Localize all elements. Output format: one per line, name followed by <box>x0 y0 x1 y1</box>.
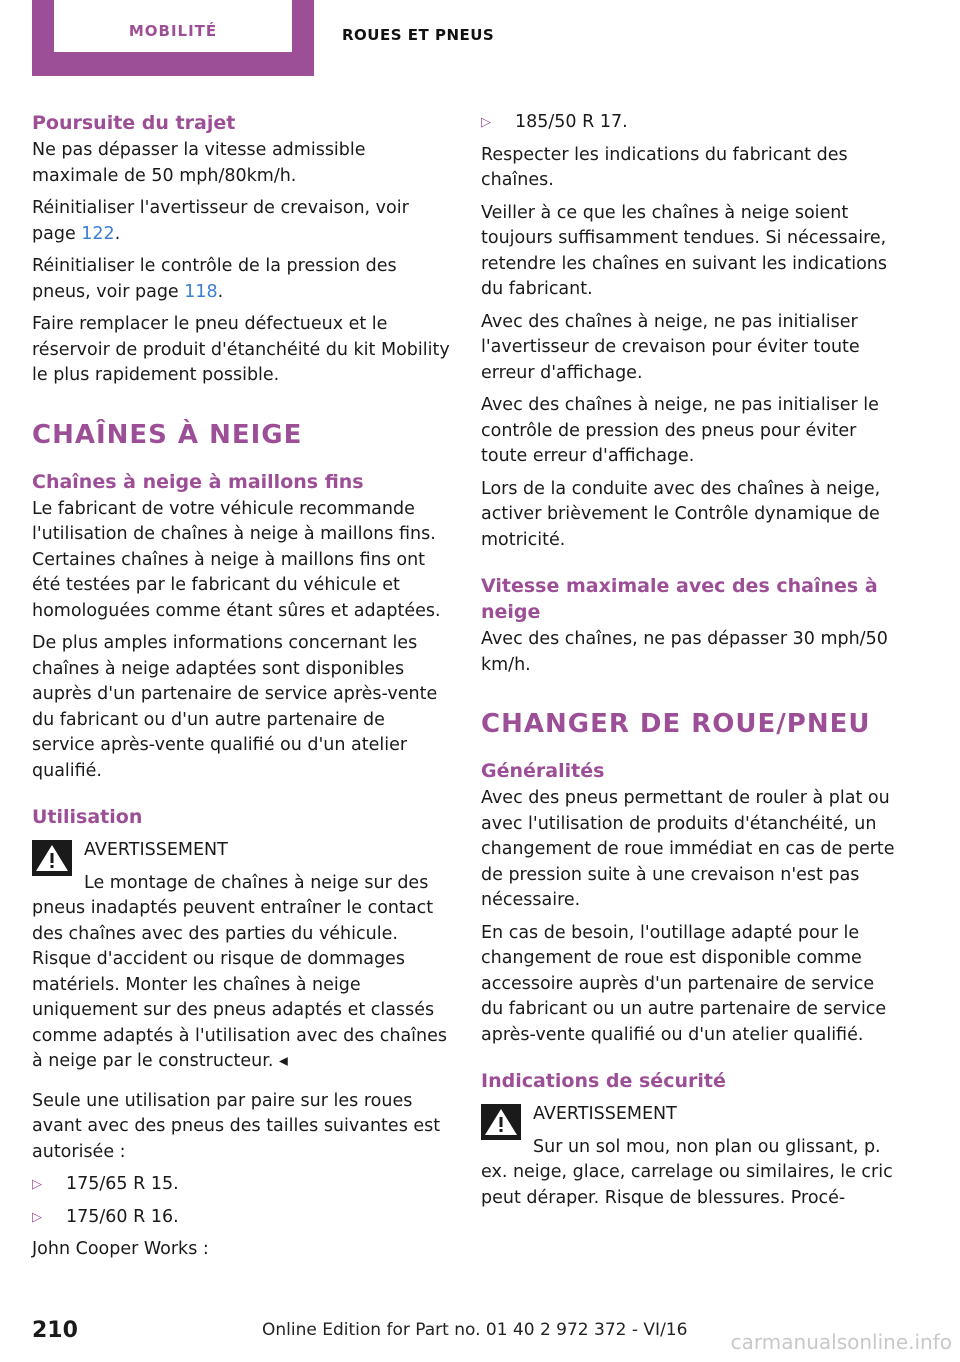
paragraph: Veiller à ce que les chaînes à neige soient toujours suffisamment tendues. Si nécessaire, retendre les chaînes en suivant les indications du fabricant. <box>481 202 887 299</box>
paragraph: Le fabricant de votre véhicule recommande l'utilisation de chaînes à neige à maillons fins. Certaines chaînes à neige à maillons fins ont été testées par le fabricant du véhicule et homologuées comme étant sûres et adaptées. <box>32 498 441 621</box>
page-number: 210 <box>32 1318 78 1343</box>
heading-generalites: Généralités <box>481 760 605 782</box>
heading-indications-securite: Indications de sécurité <box>481 1070 726 1092</box>
chapter-tab <box>32 0 314 76</box>
warning-title: AVERTISSEMENT <box>533 1104 677 1124</box>
paragraph-with-link: Réinitialiser l'avertisseur de crevaison, voir page 122. <box>32 198 409 244</box>
warning-triangle-icon <box>32 840 72 876</box>
page-link-122[interactable]: 122 <box>81 223 115 244</box>
warning-block <box>32 838 450 1075</box>
list-item: ▷ 185/50 R 17. <box>481 110 895 136</box>
page-link-118[interactable]: 118 <box>184 281 218 302</box>
paragraph: Avec des chaînes, ne pas dépasser 30 mph/50 km/h. <box>481 629 888 675</box>
heading-chaines-a-neige: CHAÎNES À NEIGE <box>32 419 303 450</box>
warning-body: Sur un sol mou, non plan ou glissant, p. ex. neige, glace, carrelage ou similaires, le cric peut déraper. Risque de blessures. Procé- <box>481 1136 893 1208</box>
paragraph-with-link: Réinitialiser le contrôle de la pression des pneus, voir page 118. <box>32 256 397 302</box>
paragraph: Avec des chaînes à neige, ne pas initialiser l'avertisseur de crevaison pour éviter toute erreur d'affichage. <box>481 311 860 383</box>
warning-body: Le montage de chaînes à neige sur des pneus inadaptés peuvent entraîner le contact des chaînes avec des parties du véhicule. Risque d'accident ou risque de dommages matériels. Monter les chaînes à neige uniquement sur des pneus adaptés et classés comme adaptés à l'utilisation avec des chaînes à neige par le constructeur. ◂ <box>32 872 448 1071</box>
heading-vitesse-maximale: Vitesse maximale avec des chaînes à neige <box>481 575 878 623</box>
paragraph: Avec des chaînes à neige, ne pas initialiser le contrôle de pression des pneus pour éviter toute erreur d'affichage. <box>481 395 879 466</box>
paragraph: Ne pas dépasser la vitesse admissible maximale de 50 mph/80km/h. <box>32 140 366 186</box>
triangle-right-icon: ▷ <box>32 1209 42 1225</box>
right-column <box>481 110 895 1218</box>
chapter-tab-label: MOBILITÉ <box>128 22 218 40</box>
list-item: ▷ 175/65 R 15. <box>32 1172 450 1198</box>
watermark: carmanualsonline.info <box>730 1330 952 1354</box>
warning-title: AVERTISSEMENT <box>84 840 228 860</box>
edition-footer: Online Edition for Part no. 01 40 2 972 372 - VI/16 <box>262 1320 688 1340</box>
left-column <box>32 110 450 1270</box>
triangle-right-icon: ▷ <box>32 1177 42 1192</box>
paragraph: Avec des pneus permettant de rouler à plat ou avec l'utilisation de produits d'étanchéité, un changement de roue immédiat en cas de perte de pression suite à une crevaison n'est pas nécessaire. <box>481 788 895 910</box>
paragraph: En cas de besoin, l'outillage adapté pour le changement de roue est disponible comme accessoire auprès d'un partenaire de service du fabricant ou un autre partenaire de service après-vente qualifié ou d'un atelier qualifié. <box>481 922 887 1045</box>
paragraph: Respecter les indications du fabricant des chaînes. <box>481 144 848 190</box>
paragraph: Lors de la conduite avec des chaînes à neige, activer brièvement le Contrôle dynamique de motricité. <box>481 478 881 550</box>
heading-changer-de-roue: CHANGER DE ROUE/PNEU <box>481 709 871 739</box>
paragraph: Faire remplacer le pneu défectueux et le réservoir de produit d'étanchéité du kit Mobility le plus rapidement possible. <box>32 314 450 385</box>
heading-poursuite: Poursuite du trajet <box>32 112 236 134</box>
paragraph: John Cooper Works : <box>32 1239 209 1259</box>
heading-maillons-fins: Chaînes à neige à maillons fins <box>32 470 364 493</box>
section-title: ROUES ET PNEUS <box>342 26 495 44</box>
triangle-right-icon: ▷ <box>481 115 491 130</box>
paragraph: Seule une utilisation par paire sur les roues avant avec des pneus des tailles suivantes est autorisée : <box>32 1090 441 1162</box>
list-item: ▷ 175/60 R 16. <box>32 1205 450 1231</box>
warning-block <box>481 1102 895 1211</box>
heading-utilisation: Utilisation <box>32 806 143 828</box>
warning-triangle-icon <box>481 1104 521 1140</box>
paragraph: De plus amples informations concernant les chaînes à neige adaptées sont disponibles auprès d'un partenaire de service après-vente du fabricant ou d'un autre partenaire de service après-vente qualifié ou d'un atelier qualifié. <box>32 633 438 781</box>
